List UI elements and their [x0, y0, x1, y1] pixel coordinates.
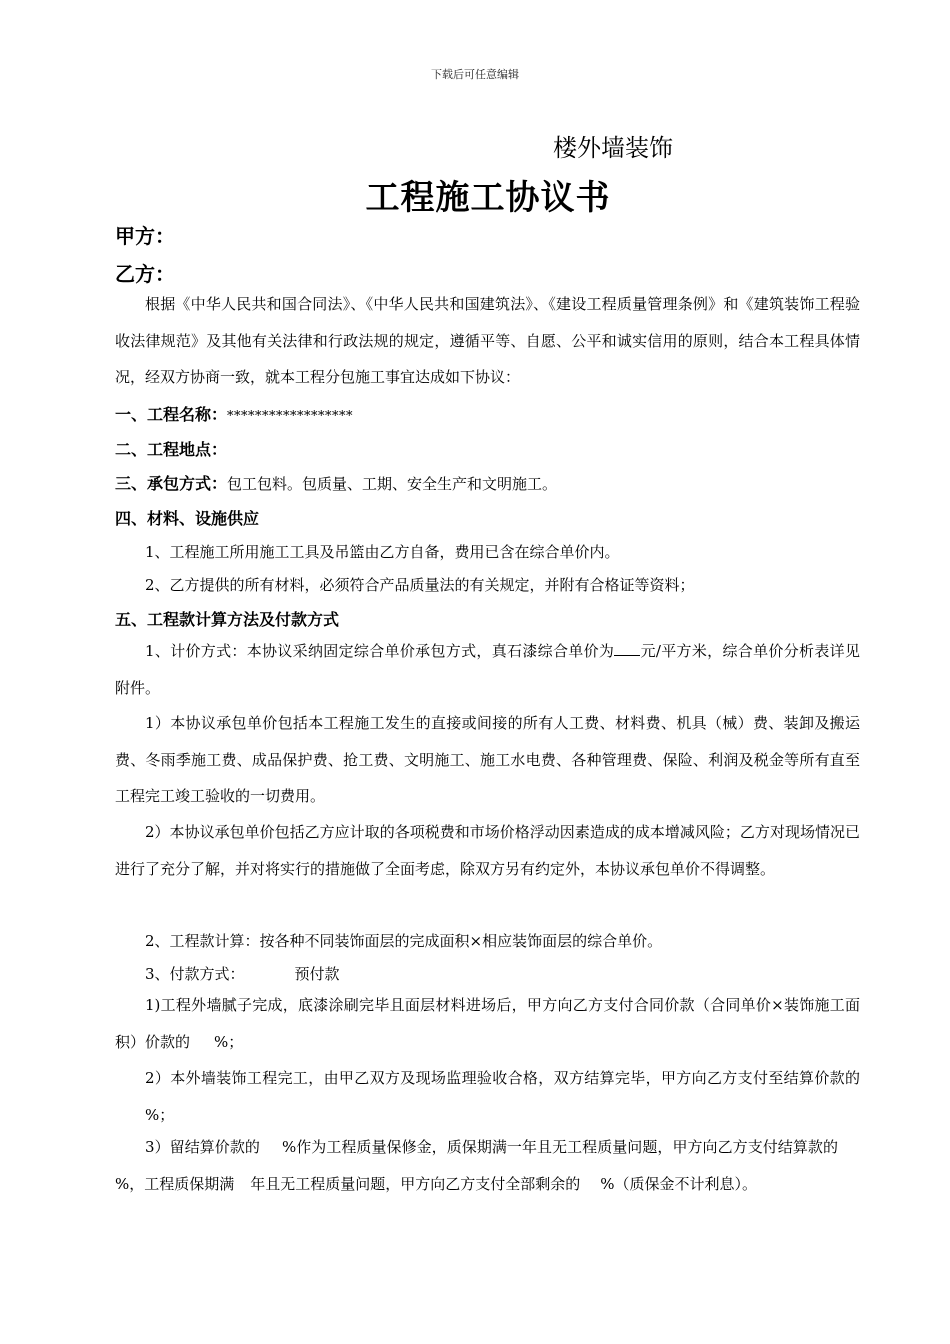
- payment-calculation-line: 2、工程款计算：按各种不同装饰面层的完成面积×相应装饰面层的综合单价。: [145, 932, 663, 950]
- section-2-label: 二、工程地点：: [115, 440, 228, 459]
- warranty-text-c: %，工程质保期满: [115, 1174, 235, 1193]
- payment-stage-2-paragraph: [115, 1060, 860, 1133]
- section-1: [115, 402, 860, 425]
- unit-price-blank: [614, 641, 640, 656]
- warranty-paragraph: [115, 1129, 860, 1202]
- intro-paragraph: 根据《中华人民共和国合同法》、《中华人民共和国建筑法》、《建设工程质量管理条例》和《建筑装饰工程验收法律规范》及其他有关法律和行政法规的规定，遵循平等、自愿、公平和诚实信用的原则，结合本工程具体情况，经双方协商一致，就本工程分包施工事宜达成如下协议：: [115, 295, 860, 386]
- price-risk-paragraph: 2）本协议承包单价包括乙方应计取的各项税费和市场价格浮动因素造成的成本增减风险；乙方对现场情况已进行了充分了解，并对将实行的措施做了全面考虑，除双方另有约定外，本协议承包单价不得调整。: [115, 823, 860, 878]
- payment-stage-2-text: 2）本外墙装饰工程完工，由甲乙双方及现场监理验收合格，双方结算完毕，甲方向乙方支付至结算价款的: [145, 1069, 860, 1087]
- payment-method-label: 3、付款方式：: [145, 965, 245, 983]
- pricing-method-text: 1、计价方式：本协议采纳固定综合单价承包方式，真石漆综合单价为: [145, 642, 615, 660]
- pricing-method-paragraph: [115, 633, 860, 706]
- section-2: [115, 437, 860, 460]
- document-title: 工程施工协议书: [365, 178, 611, 218]
- payment-stage-1-paragraph: [115, 987, 860, 1060]
- header-note: 下载后可任意编辑: [431, 68, 519, 81]
- section-4-label: 四、材料、设施供应: [115, 509, 260, 528]
- payment-stage-1-tail: %；: [214, 1032, 244, 1051]
- party-a-label: 甲方：: [115, 224, 175, 248]
- payment-stage-1-text: 1)工程外墙腻子完成，底漆涂刷完毕且面层材料进场后，甲方向乙方支付合同价款（合同单价×装饰施工面积）价款的: [115, 996, 860, 1051]
- warranty-text-a: 3）留结算价款的: [145, 1138, 260, 1156]
- warranty-text-d: 年且无工程质量问题，甲方向乙方支付全部剩余的: [250, 1174, 581, 1193]
- document-subtitle: 楼外墙装饰: [553, 134, 673, 162]
- payment-stage-2-tail: %；: [145, 1105, 175, 1124]
- payment-method-line: [145, 963, 860, 984]
- project-name-value: ******************: [227, 409, 354, 424]
- warranty-text-e: %（质保金不计利息）。: [600, 1174, 758, 1193]
- section-5-label: 五、工程款计算方法及付款方式: [115, 610, 340, 629]
- section-1-label: 一、工程名称：: [115, 405, 228, 424]
- section-5: [115, 607, 860, 630]
- party-b-label: 乙方：: [115, 262, 175, 286]
- payment-method-value: 预付款: [294, 965, 340, 983]
- section-3: [115, 471, 860, 494]
- contract-method-value: 包工包料。包质量、工期、安全生产和文明施工。: [227, 475, 558, 493]
- warranty-text-b: %作为工程质量保修金，质保期满一年且无工程质量问题，甲方向乙方支付结算款的: [281, 1138, 838, 1156]
- unit-price-scope-paragraph: 1）本协议承包单价包括本工程施工发生的直接或间接的所有人工费、材料费、机具（械）费、装卸及搬运费、冬雨季施工费、成品保护费、抢工费、文明施工、施工水电费、各种管理费、保险、利润及税金等所有直至工程完工竣工验收的一切费用。: [115, 714, 860, 805]
- pricing-method-text-tail: 元/平方米，综合单价分析表详见附件。: [115, 642, 860, 697]
- section-4-item: 2、乙方提供的所有材料，必须符合产品质量法的有关规定，并附有合格证等资料；: [145, 576, 695, 594]
- section-4: [115, 506, 860, 529]
- section-3-label: 三、承包方式：: [115, 474, 228, 493]
- section-4-item: 1、工程施工所用施工工具及吊篮由乙方自备，费用已含在综合单价内。: [145, 543, 620, 561]
